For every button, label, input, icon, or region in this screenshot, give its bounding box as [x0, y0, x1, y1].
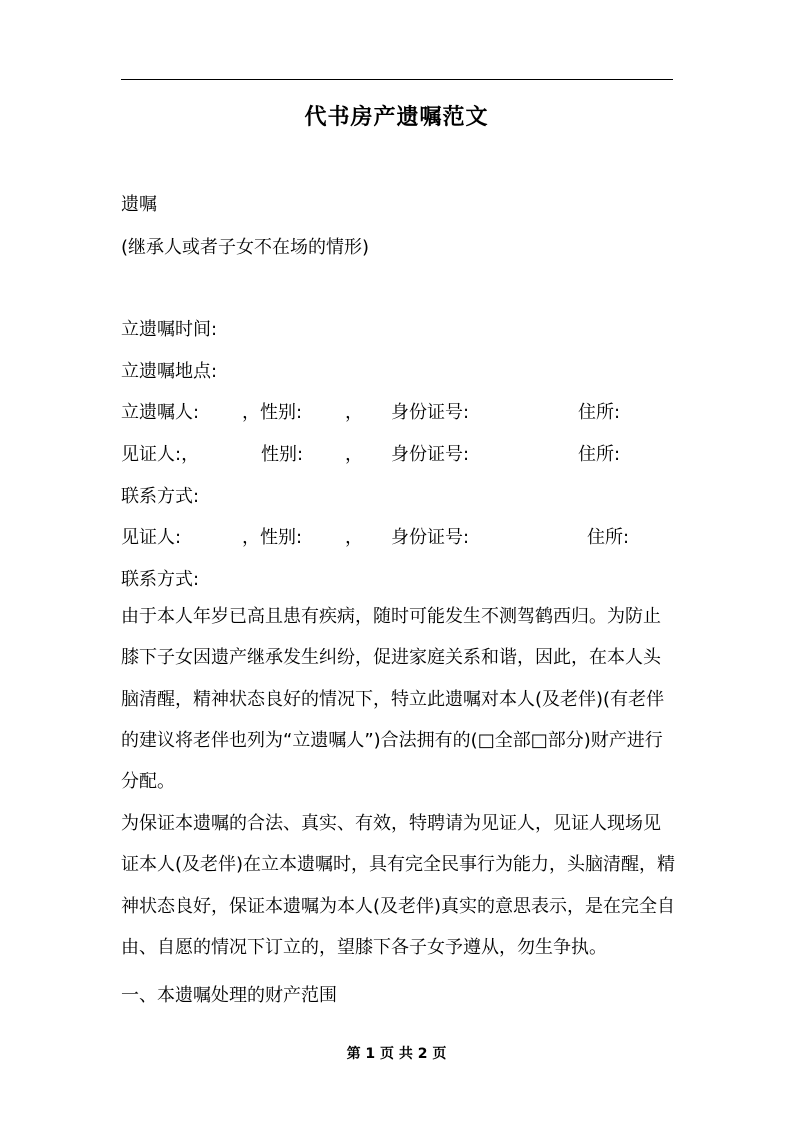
subheading: (继承人或者子女不在场的情形): [121, 237, 370, 258]
testator-gender: ，性别:: [242, 402, 303, 423]
contact2-field: 联系方式:: [121, 569, 200, 590]
testator-id: 身份证号:: [391, 402, 470, 423]
witness1-label: 见证人:，: [121, 444, 200, 465]
body-paragraph-2: 为保证本遗嘱的合法、真实、有效，特聘请为见证人，见证人现场见证本人(及老伴)在立本遗嘱时，具有完全民事行为能力，头脑清醒，精神状态良好，保证本遗嘱为本人(及老伴)真实的意思表示，是在完全自由、自愿的情况下订立的，望膝下各子女予遵从，勿生争执。: [121, 813, 676, 958]
heading: 遗嘱: [121, 194, 157, 215]
witness1-id: 身份证号:: [391, 444, 470, 465]
document-title: 代书房产遗嘱范文: [304, 105, 489, 130]
witness2-sep: ，: [345, 527, 363, 548]
witness1-gender: 性别:: [261, 444, 304, 465]
page-number: 第 1 页 共 2 页: [346, 1046, 447, 1062]
testator-label: 立遗嘱人:: [121, 402, 200, 423]
will-time-field: 立遗嘱时间:: [121, 319, 218, 340]
witness2-address: 住所:: [587, 527, 630, 548]
witness2-gender: ，性别:: [242, 527, 303, 548]
contact1-field: 联系方式:: [121, 486, 200, 507]
witness1-address: 住所:: [578, 444, 621, 465]
witness2-label: 见证人:: [121, 527, 182, 548]
will-place-field: 立遗嘱地点:: [121, 361, 218, 382]
witness1-sep: ，: [345, 444, 363, 465]
witness2-id: 身份证号:: [391, 527, 470, 548]
header-rule: [121, 79, 673, 80]
testator-sep: ，: [345, 402, 363, 423]
body-paragraph-1: 由于本人年岁已高且患有疾病，随时可能发生不测驾鹤西归。为防止膝下子女因遗产继承发生纠纷，促进家庭关系和谐，因此，在本人头脑清醒，精神状态良好的情况下，特立此遗嘱对本人(及老伴)(有老伴的建议将老伴也列为“立遗嘱人”)合法拥有的(□全部□部分)财产进行分配。: [121, 606, 665, 793]
section-heading-1: 一、本遗嘱处理的财产范围: [121, 985, 337, 1006]
testator-address: 住所:: [578, 402, 621, 423]
